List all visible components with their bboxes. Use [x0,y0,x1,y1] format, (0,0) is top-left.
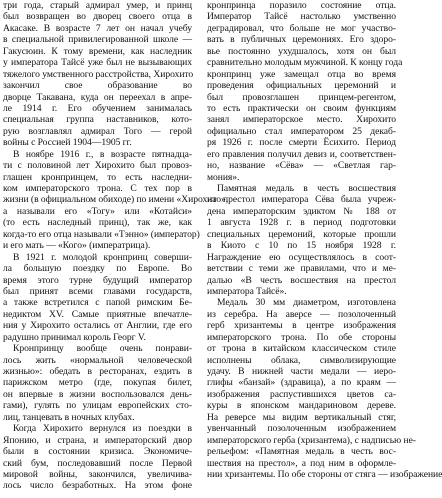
text-line: на престол императора Сёва была учреж- [207,194,396,206]
text-line: исполнены облака, символизирующие [207,354,396,366]
text-line: ский бум, последовавший после Первой [3,457,192,469]
text-line: то есть практически он своим функциям [207,102,396,114]
text-line: В 1921 г. молодой кронпринц соверши- [13,251,192,263]
text-line: а называли его «Тогу» или «Котайси» [3,205,192,217]
text-line: занял императорское место. Хирохито [207,114,396,126]
text-line: гами), гулять по улицам европейских сто- [3,400,192,412]
text-line: деградировал, что больше не мог участво- [207,22,396,34]
text-line: специальная группа наставников, кото- [3,114,192,126]
text-line: глифы «банзай» (здравица), а по краям — [207,377,396,389]
text-line: вье постоянно ухудшалось, хотя он был [207,45,396,57]
text-line: сравнительно молодым мужчиной. К концу года [207,57,403,69]
text-line: Награждение ею осуществлялось в соот- [207,251,396,263]
text-line: недиктом XV. Самые приятные впечатле- [3,308,192,320]
text-line: кронпринца поразило состояние отца. [207,0,396,11]
text-line: Кронпринцу вообще очень понрави- [13,343,192,355]
text-line: Памятная медаль в честь восшествия [217,183,396,194]
text-line: Японию, и страна, и императорский двор [3,434,192,446]
text-line: ветствии с теми же правилами, что и ме- [207,263,396,275]
text-line: но, название «Сёва» — «Светлая гар- [207,160,396,172]
text-line: Медаль 30 мм диаметром, изготовлена [217,297,396,309]
text-line: удачу. В нижней части медали — иеро- [207,366,396,377]
text-line: время этого турне будущий император [3,274,192,286]
text-line: лиц, танцевать в ночных клубах. [3,411,135,423]
text-line: императорского трона. По обе стороны [207,331,396,343]
text-line: нии хризантемы. По обе стороны от стяга — изображение [207,468,442,480]
text-line: ния у Хирохито остались от Англии, где его [3,320,192,332]
text-line: был возвращен во дворец своего отца в [3,11,192,23]
text-line: шествия на престол», а под ним в оформле- [207,457,396,469]
text-line: был принят всеми главами государств, [3,285,192,297]
text-line: и его мать — «Когo» (императрица). [3,240,151,252]
text-line: далью «В честь восшествия на престол [207,274,396,286]
text-line: радушно принимал король Георг V. [3,331,146,343]
text-line: проведения официальных церемоний и [207,80,396,92]
text-line: кронпринц уже замещал отца во время [207,68,396,80]
text-line: от трона в китайском классическом стиле [207,343,396,355]
text-line: герб хризантемы в центре изображения [207,320,396,332]
text-line: (то есть наследный принц), так же, как [3,217,192,229]
text-line: жизни (в официальном обиходе) по имени «Хирохито», [3,194,229,206]
text-line: тяжелого умственного расстройства, Хирохито [3,68,194,80]
text-column-right [207,0,442,480]
text-line: дена императорским эдиктом № 188 от [207,205,396,217]
text-line: рельефом: «Памятная медаль в честь вос- [207,446,396,458]
text-line: ла большую поездку по Европе. Во [3,263,192,275]
text-line: а также встретился с папой римским Бе- [3,297,192,309]
text-line: увенчанный позолоченным изображением [207,423,396,435]
text-line: закончил свое образование во [3,80,192,92]
text-line: жизнью»: обедать в ресторанах, ездить в [3,366,192,377]
text-line: дворце Такаванa, куда он переехал в апре- [3,91,192,103]
text-line: три года, старый адмирал умер, и принц [3,0,192,11]
text-line: Гакусюин. К тому времени, как наследник [3,45,192,57]
text-line: Когда Хирохито вернулся из поездки в [13,423,192,435]
text-line: императорского герба (хризантема), с надписью не- [207,434,416,446]
text-line: когда-то его отца называли «Тэнно» (император) [3,228,200,240]
text-line: изображения распустившихся цветов са- [207,388,396,400]
text-line: Акасаке. В возрасте 7 лет он начал учебу [3,22,192,34]
text-line: лось число безработных. На этом фоне [3,480,192,492]
text-line: рую возглавлял адмирал Того — герой [3,125,192,137]
text-line: лось жить «нормальной человеческой [3,354,192,366]
text-line: ря 1926 г. после смерти Ёсихито. Период [207,137,396,149]
text-line: он впервые в жизни воспользовался день- [3,388,192,400]
text-line: были в состоянии кризиса. Экономиче- [3,446,192,458]
text-line: мония». [207,171,240,183]
text-line: ком императорского трона. С тех пор в [3,183,192,194]
text-line: в специальной привилегированной школе — [3,34,192,46]
text-line: мировой войны, закончился, увеличива- [3,468,192,480]
text-line: был провозглашен принцем-регентом, [207,91,396,103]
text-line: глашен кронпринцем, то есть наследни- [3,171,192,183]
text-line: куры в японском мандариновом дереве. [207,400,396,412]
text-line: 1 августа 1928 г. в период подготовки [207,217,396,229]
text-line: ле 1914 г. Его обучением занималась [3,102,192,114]
text-line: парижском метро (где, покупая билет, [3,377,192,389]
text-line: из серебра. На аверсе — позолоченный [207,308,396,320]
text-line: На реверсе мы видим вертикальный стяг, [207,411,396,423]
text-line: в Киото с 10 по 15 ноября 1928 г. [207,240,396,252]
text-line: Император Тайсё настолько умственно [207,11,396,23]
text-line: войны с Россией 1904—1905 гг. [3,137,132,149]
text-line: вать в публичных церемониях. Его здоро- [207,34,396,46]
text-line: официально стал императором 25 декаб- [207,125,396,137]
text-line: его правления получил девиз и, соответствен- [207,148,396,160]
text-line: ти с половиной лет Хирохито был провоз- [3,160,192,172]
text-line: В ноябре 1916 г., в возрасте пятнадца- [13,148,192,160]
text-line: императора Тайсё». [207,285,287,297]
text-line: у императора Тайсё уже был не вызывающих [3,57,192,69]
text-line: специальных церемоний, которые прошли [207,228,396,240]
